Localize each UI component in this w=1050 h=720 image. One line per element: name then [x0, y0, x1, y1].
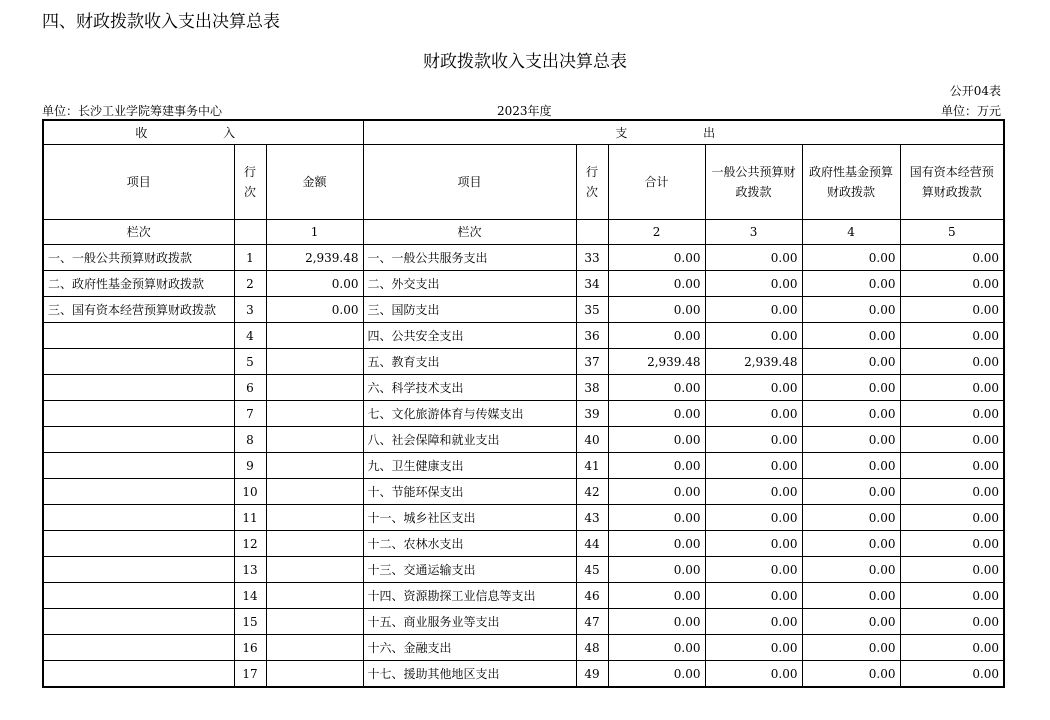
expense-fund-cell: 0.00	[802, 245, 900, 271]
col-header-state: 国有资本经营预算财政拨款	[900, 145, 1004, 220]
expense-total-cell: 0.00	[608, 427, 705, 453]
expense-row-no-cell: 36	[576, 323, 608, 349]
expense-row-no-cell: 45	[576, 557, 608, 583]
income-row-no-cell: 3	[234, 297, 266, 323]
expense-item-cell: 一、一般公共服务支出	[363, 245, 576, 271]
expense-state-cell: 0.00	[900, 271, 1004, 297]
expense-general-cell: 0.00	[705, 453, 802, 479]
expense-item-cell: 三、国防支出	[363, 297, 576, 323]
expense-fund-cell: 0.00	[802, 427, 900, 453]
col-number-4: 4	[802, 220, 900, 245]
income-amount-cell	[266, 557, 363, 583]
section-heading: 四、财政拨款收入支出决算总表	[42, 12, 280, 32]
income-row-no-cell: 2	[234, 271, 266, 297]
income-row-no-cell: 17	[234, 661, 266, 688]
income-amount-cell	[266, 323, 363, 349]
expense-general-cell: 0.00	[705, 505, 802, 531]
expense-total-cell: 2,939.48	[608, 349, 705, 375]
expense-row-no-cell: 41	[576, 453, 608, 479]
table-row	[43, 661, 1004, 688]
col-header-general: 一般公共预算财政拨款	[705, 145, 802, 220]
income-amount-cell	[266, 401, 363, 427]
expense-item-cell: 六、科学技术支出	[363, 375, 576, 401]
expense-general-cell: 0.00	[705, 375, 802, 401]
expense-row-no-cell: 33	[576, 245, 608, 271]
expense-fund-cell: 0.00	[802, 349, 900, 375]
income-item-cell	[43, 583, 234, 609]
expense-total-cell: 0.00	[608, 453, 705, 479]
income-amount-cell: 2,939.48	[266, 245, 363, 271]
expense-total-cell: 0.00	[608, 271, 705, 297]
col-number-2: 2	[608, 220, 705, 245]
income-item-cell	[43, 635, 234, 661]
expense-fund-cell: 0.00	[802, 297, 900, 323]
unit-label: 单位：长沙工业学院筹建事务中心	[42, 104, 223, 118]
expense-fund-cell: 0.00	[802, 375, 900, 401]
expense-item-cell: 八、社会保障和就业支出	[363, 427, 576, 453]
expense-row-no-cell: 48	[576, 635, 608, 661]
header-row-groups	[43, 120, 1004, 145]
income-row-no-cell: 16	[234, 635, 266, 661]
expense-total-cell: 0.00	[608, 297, 705, 323]
income-amount-cell	[266, 453, 363, 479]
expense-general-cell: 0.00	[705, 557, 802, 583]
meta-row	[42, 102, 1003, 118]
header-row-columns	[43, 145, 1004, 220]
expense-item-cell: 十二、农林水支出	[363, 531, 576, 557]
expense-row-no-cell: 39	[576, 401, 608, 427]
expense-row-no-cell: 46	[576, 583, 608, 609]
table-row	[43, 609, 1004, 635]
table-row	[43, 375, 1004, 401]
table-row	[43, 453, 1004, 479]
budget-table	[42, 119, 1005, 688]
income-row-no-cell: 13	[234, 557, 266, 583]
income-item-cell: 一、一般公共预算财政拨款	[43, 245, 234, 271]
expense-state-cell: 0.00	[900, 323, 1004, 349]
expense-total-cell: 0.00	[608, 557, 705, 583]
form-number: 公开04表	[949, 84, 1001, 98]
expense-fund-cell: 0.00	[802, 531, 900, 557]
expense-general-cell: 0.00	[705, 609, 802, 635]
expense-state-cell: 0.00	[900, 635, 1004, 661]
expense-group-header: 支 出	[363, 120, 1004, 145]
expense-state-cell: 0.00	[900, 479, 1004, 505]
expense-fund-cell: 0.00	[802, 635, 900, 661]
income-row-no-cell: 11	[234, 505, 266, 531]
expense-fund-cell: 0.00	[802, 271, 900, 297]
expense-general-cell: 0.00	[705, 479, 802, 505]
expense-state-cell: 0.00	[900, 609, 1004, 635]
expense-fund-cell: 0.00	[802, 661, 900, 688]
income-item-cell	[43, 505, 234, 531]
expense-general-cell: 0.00	[705, 271, 802, 297]
table-row	[43, 349, 1004, 375]
income-amount-cell	[266, 531, 363, 557]
expense-state-cell: 0.00	[900, 557, 1004, 583]
income-item-cell	[43, 609, 234, 635]
income-item-cell: 二、政府性基金预算财政拨款	[43, 271, 234, 297]
empty-cell	[576, 220, 608, 245]
expense-state-cell: 0.00	[900, 505, 1004, 531]
income-group-header: 收 入	[43, 120, 363, 145]
column-number-row	[43, 220, 1004, 245]
expense-total-cell: 0.00	[608, 401, 705, 427]
expense-state-cell: 0.00	[900, 297, 1004, 323]
expense-general-cell: 0.00	[705, 323, 802, 349]
table-row	[43, 479, 1004, 505]
income-item-cell	[43, 479, 234, 505]
expense-item-cell: 十七、援助其他地区支出	[363, 661, 576, 688]
income-row-no-cell: 4	[234, 323, 266, 349]
expense-row-no-cell: 38	[576, 375, 608, 401]
expense-total-cell: 0.00	[608, 609, 705, 635]
col-label2: 栏次	[363, 220, 576, 245]
income-amount-cell	[266, 609, 363, 635]
expense-fund-cell: 0.00	[802, 401, 900, 427]
expense-general-cell: 0.00	[705, 635, 802, 661]
income-item-cell: 三、国有资本经营预算财政拨款	[43, 297, 234, 323]
table-row	[43, 583, 1004, 609]
expense-row-no-cell: 42	[576, 479, 608, 505]
expense-row-no-cell: 49	[576, 661, 608, 688]
income-item-cell	[43, 453, 234, 479]
expense-row-no-cell: 34	[576, 271, 608, 297]
expense-fund-cell: 0.00	[802, 323, 900, 349]
table-row	[43, 531, 1004, 557]
expense-item-cell: 十三、交通运输支出	[363, 557, 576, 583]
col-header-row-no: 行次	[234, 145, 266, 220]
expense-total-cell: 0.00	[608, 583, 705, 609]
expense-item-cell: 七、文化旅游体育与传媒支出	[363, 401, 576, 427]
expense-general-cell: 0.00	[705, 661, 802, 688]
income-item-cell	[43, 661, 234, 688]
table-row	[43, 245, 1004, 271]
table-row	[43, 323, 1004, 349]
table-row	[43, 635, 1004, 661]
income-amount-cell	[266, 349, 363, 375]
table-row	[43, 505, 1004, 531]
income-item-cell	[43, 349, 234, 375]
col-header-row-no2: 行次	[576, 145, 608, 220]
table-row	[43, 271, 1004, 297]
income-amount-cell	[266, 427, 363, 453]
income-amount-cell: 0.00	[266, 297, 363, 323]
expense-total-cell: 0.00	[608, 323, 705, 349]
table-row	[43, 557, 1004, 583]
table-row	[43, 401, 1004, 427]
expense-state-cell: 0.00	[900, 427, 1004, 453]
income-row-no-cell: 15	[234, 609, 266, 635]
expense-state-cell: 0.00	[900, 583, 1004, 609]
expense-total-cell: 0.00	[608, 479, 705, 505]
table-row	[43, 297, 1004, 323]
income-row-no-cell: 9	[234, 453, 266, 479]
col-header-fund: 政府性基金预算财政拨款	[802, 145, 900, 220]
income-row-no-cell: 6	[234, 375, 266, 401]
expense-fund-cell: 0.00	[802, 609, 900, 635]
expense-fund-cell: 0.00	[802, 479, 900, 505]
expense-state-cell: 0.00	[900, 375, 1004, 401]
income-amount-cell: 0.00	[266, 271, 363, 297]
income-amount-cell	[266, 661, 363, 688]
expense-fund-cell: 0.00	[802, 453, 900, 479]
year-label: 2023年度	[497, 104, 552, 118]
expense-row-no-cell: 43	[576, 505, 608, 531]
col-number-3: 3	[705, 220, 802, 245]
col-header-item2: 项目	[363, 145, 576, 220]
table-row	[43, 427, 1004, 453]
income-amount-cell	[266, 375, 363, 401]
col-header-total: 合计	[608, 145, 705, 220]
income-row-no-cell: 8	[234, 427, 266, 453]
expense-fund-cell: 0.00	[802, 583, 900, 609]
col-header-item: 项目	[43, 145, 234, 220]
col-number-1: 1	[266, 220, 363, 245]
income-row-no-cell: 1	[234, 245, 266, 271]
expense-item-cell: 十六、金融支出	[363, 635, 576, 661]
expense-general-cell: 0.00	[705, 401, 802, 427]
income-item-cell	[43, 531, 234, 557]
income-item-cell	[43, 323, 234, 349]
expense-total-cell: 0.00	[608, 531, 705, 557]
expense-row-no-cell: 47	[576, 609, 608, 635]
income-item-cell	[43, 401, 234, 427]
income-row-no-cell: 12	[234, 531, 266, 557]
expense-row-no-cell: 40	[576, 427, 608, 453]
empty-cell	[234, 220, 266, 245]
expense-row-no-cell: 35	[576, 297, 608, 323]
expense-general-cell: 0.00	[705, 531, 802, 557]
expense-total-cell: 0.00	[608, 375, 705, 401]
col-number-5: 5	[900, 220, 1004, 245]
expense-item-cell: 十五、商业服务业等支出	[363, 609, 576, 635]
income-item-cell	[43, 375, 234, 401]
expense-general-cell: 0.00	[705, 297, 802, 323]
expense-item-cell: 二、外交支出	[363, 271, 576, 297]
expense-state-cell: 0.00	[900, 349, 1004, 375]
money-unit-label: 单位：万元	[940, 104, 1001, 118]
expense-item-cell: 四、公共安全支出	[363, 323, 576, 349]
expense-general-cell: 0.00	[705, 427, 802, 453]
expense-item-cell: 十四、资源勘探工业信息等支出	[363, 583, 576, 609]
expense-item-cell: 十一、城乡社区支出	[363, 505, 576, 531]
expense-general-cell: 2,939.48	[705, 349, 802, 375]
income-row-no-cell: 7	[234, 401, 266, 427]
expense-general-cell: 0.00	[705, 245, 802, 271]
col-label: 栏次	[43, 220, 234, 245]
income-item-cell	[43, 427, 234, 453]
expense-item-cell: 十、节能环保支出	[363, 479, 576, 505]
expense-total-cell: 0.00	[608, 245, 705, 271]
income-row-no-cell: 5	[234, 349, 266, 375]
income-amount-cell	[266, 583, 363, 609]
expense-item-cell: 五、教育支出	[363, 349, 576, 375]
expense-total-cell: 0.00	[608, 635, 705, 661]
expense-state-cell: 0.00	[900, 531, 1004, 557]
expense-item-cell: 九、卫生健康支出	[363, 453, 576, 479]
expense-state-cell: 0.00	[900, 453, 1004, 479]
expense-row-no-cell: 44	[576, 531, 608, 557]
income-amount-cell	[266, 479, 363, 505]
expense-row-no-cell: 37	[576, 349, 608, 375]
expense-state-cell: 0.00	[900, 401, 1004, 427]
income-row-no-cell: 10	[234, 479, 266, 505]
income-amount-cell	[266, 505, 363, 531]
expense-fund-cell: 0.00	[802, 505, 900, 531]
income-amount-cell	[266, 635, 363, 661]
income-item-cell	[43, 557, 234, 583]
expense-state-cell: 0.00	[900, 245, 1004, 271]
income-row-no-cell: 14	[234, 583, 266, 609]
col-header-amount: 金额	[266, 145, 363, 220]
expense-fund-cell: 0.00	[802, 557, 900, 583]
expense-state-cell: 0.00	[900, 661, 1004, 688]
expense-total-cell: 0.00	[608, 505, 705, 531]
page-title: 财政拨款收入支出决算总表	[423, 52, 627, 72]
expense-total-cell: 0.00	[608, 661, 705, 688]
expense-general-cell: 0.00	[705, 583, 802, 609]
